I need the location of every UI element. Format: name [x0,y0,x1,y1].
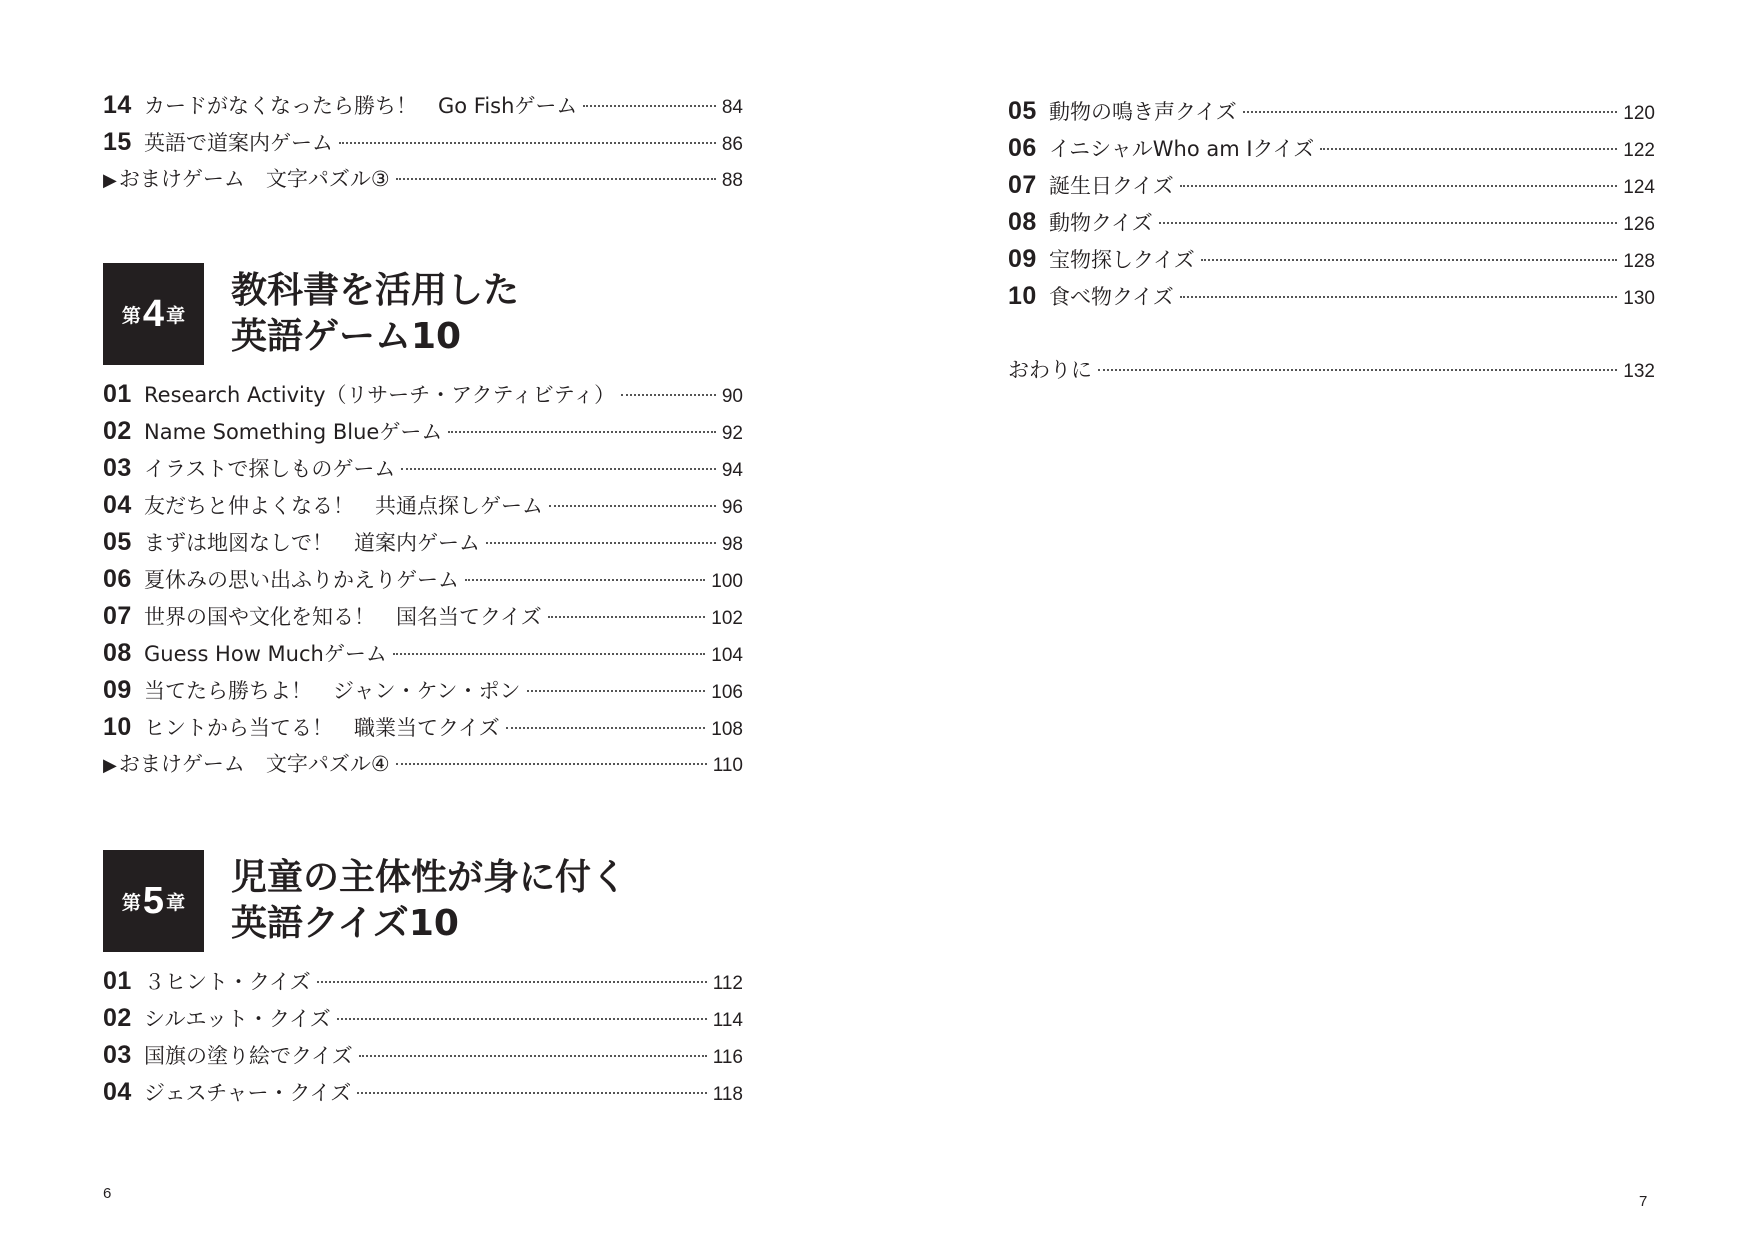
dot-leader [396,763,707,765]
toc-list-chapter5-continued [1008,93,1655,315]
toc-list-chapter4 [103,376,743,783]
entry-title: 動物クイズ [1049,211,1153,235]
dot-leader [549,505,716,507]
entry-title: Guess How Muchゲーム [144,642,387,666]
dot-leader [401,468,715,470]
toc-entry[interactable] [103,635,743,672]
toc-entry[interactable] [1008,241,1655,278]
entry-number: 14 [103,91,132,119]
entry-page: 128 [1623,251,1655,272]
dot-leader [506,727,706,729]
toc-entry[interactable] [1008,167,1655,204]
dot-leader [339,142,716,144]
entry-number: 02 [103,417,132,445]
dot-leader [357,1092,706,1094]
entry-number: 04 [103,1078,132,1106]
chapter-title-line1: 教科書を活用した [231,270,520,311]
entry-title: 友だちと仲よくなる！ 共通点探しゲーム [144,494,543,518]
entry-number: 08 [1008,208,1037,236]
entry-title: 当てたら勝ちよ！ ジャン・ケン・ポン [144,679,521,703]
dot-leader [1243,111,1618,113]
chapter-prefix: 第 [121,304,141,327]
entry-title: おまけゲーム 文字パズル③ [118,167,390,191]
entry-number: 05 [103,528,132,556]
toc-entry[interactable] [103,524,743,561]
dot-leader [465,579,705,581]
entry-page: 84 [721,97,743,118]
dot-leader [548,616,706,618]
chapter-title-line2: 英語ゲーム10 [231,316,462,357]
toc-entry[interactable] [103,709,743,746]
chapter-suffix: 章 [166,304,186,327]
toc-entry[interactable] [103,598,743,635]
entry-title: カードがなくなったら勝ち！ Go Fishゲーム [144,94,578,118]
entry-number: 09 [1008,245,1037,273]
entry-page: 108 [711,719,743,740]
toc-entry[interactable] [103,376,743,413]
toc-entry[interactable] [1008,93,1655,130]
entry-page: 122 [1623,140,1655,161]
toc-entry[interactable] [103,450,743,487]
toc-entry[interactable] [103,1074,743,1111]
entry-number: 04 [103,491,132,519]
entry-title: おわりに [1008,358,1092,382]
entry-title: 動物の鳴き声クイズ [1049,100,1237,124]
chapter-title-line2: 英語クイズ10 [231,903,459,944]
dot-leader [1320,148,1617,150]
chapter-title [231,855,627,947]
chapter-label-box [103,263,204,365]
entry-title: ヒントから当てる！ 職業当てクイズ [144,716,500,740]
toc-list-chapter3-continued [103,87,743,198]
entry-number: 06 [103,565,132,593]
dot-leader [448,431,716,433]
entry-page: 126 [1623,214,1655,235]
entry-page: 116 [712,1047,743,1068]
dot-leader [393,653,705,655]
entry-page: 124 [1623,177,1655,198]
dot-leader [583,105,715,107]
entry-number: 10 [103,713,132,741]
toc-entry-bonus[interactable] [103,161,743,198]
toc-entry[interactable] [103,87,743,124]
dot-leader [1180,185,1618,187]
toc-entry[interactable] [1008,204,1655,241]
dot-leader [1159,222,1618,224]
page-number-right: 7 [1639,1193,1648,1210]
entry-number: 06 [1008,134,1037,162]
toc-entry[interactable] [103,561,743,598]
entry-title: 誕生日クイズ [1049,174,1174,198]
dot-leader [337,1018,707,1020]
entry-title: 世界の国や文化を知る！ 国名当てクイズ [144,605,542,629]
entry-page: 120 [1623,103,1655,124]
dot-leader [396,178,716,180]
chapter-number: 5 [142,879,165,922]
entry-number: 03 [103,1041,132,1069]
entry-title: 国旗の塗り絵でクイズ [144,1044,353,1068]
dot-leader [317,981,707,983]
triangle-bullet-icon: ▶ [103,755,117,776]
entry-page: 112 [712,973,743,994]
page-number-left: 6 [103,1185,112,1202]
toc-entry[interactable] [103,672,743,709]
entry-title: シルエット・クイズ [144,1007,331,1031]
entry-title: 宝物探しクイズ [1049,248,1195,272]
chapter-number: 4 [142,292,165,335]
dot-leader [527,690,706,692]
toc-list-afterword [1008,352,1655,389]
entry-title: まずは地図なしで！ 道案内ゲーム [144,531,480,555]
entry-title: 夏休みの思い出ふりかえりゲーム [144,568,459,592]
chapter-title-line1: 児童の主体性が身に付く [231,857,628,898]
entry-page: 92 [721,423,743,444]
toc-entry-bonus[interactable] [103,746,743,783]
dot-leader [486,542,716,544]
chapter-prefix: 第 [121,891,141,914]
entry-number: 01 [103,380,132,408]
entry-title: おまけゲーム 文字パズル④ [118,752,390,776]
entry-page: 106 [711,682,743,703]
entry-page: 90 [721,386,743,407]
entry-page: 88 [721,170,743,191]
entry-title: Name Something Blueゲーム [144,420,443,444]
toc-entry[interactable] [103,1000,743,1037]
dot-leader [1098,369,1617,371]
chapter-label-box [103,850,204,952]
entry-page: 130 [1623,288,1655,309]
entry-title: Research Activity（リサーチ・アクティビティ） [144,383,616,407]
toc-entry[interactable] [1008,130,1655,167]
chapter-5-heading [103,850,627,952]
toc-list-chapter5 [103,963,743,1111]
entry-page: 102 [711,608,743,629]
chapter-4-heading [103,263,519,365]
dot-leader [359,1055,707,1057]
entry-title: イラストで探しものゲーム [144,457,396,481]
toc-entry[interactable] [103,1037,743,1074]
entry-number: 01 [103,967,132,995]
toc-entry[interactable] [103,963,743,1000]
dot-leader [1180,296,1618,298]
entry-number: 09 [103,676,132,704]
toc-entry[interactable] [103,413,743,450]
entry-page: 114 [712,1010,743,1031]
entry-number: 05 [1008,97,1037,125]
toc-entry[interactable] [103,124,743,161]
entry-page: 118 [712,1084,743,1105]
entry-number: 15 [103,128,132,156]
entry-number: 10 [1008,282,1037,310]
toc-entry[interactable] [1008,278,1655,315]
toc-entry-afterword[interactable] [1008,352,1655,389]
dot-leader [621,394,716,396]
toc-entry[interactable] [103,487,743,524]
entry-page: 100 [711,571,743,592]
entry-page: 94 [721,460,743,481]
dot-leader [1201,259,1618,261]
entry-page: 86 [721,134,743,155]
entry-title: 英語で道案内ゲーム [144,131,333,155]
entry-title: ジェスチャー・クイズ [144,1081,352,1105]
entry-page: 132 [1623,361,1655,382]
entry-number: 07 [103,602,132,630]
entry-number: 08 [103,639,132,667]
right-page [876,0,1752,1241]
entry-page: 104 [711,645,743,666]
entry-number: 03 [103,454,132,482]
entry-number: 07 [1008,171,1037,199]
chapter-title [231,268,519,360]
chapter-suffix: 章 [166,891,186,914]
entry-number: 02 [103,1004,132,1032]
entry-title: イニシャルWho am Iクイズ [1049,137,1315,161]
triangle-bullet-icon: ▶ [103,170,117,191]
entry-page: 110 [712,755,743,776]
entry-title: 食べ物クイズ [1049,285,1174,309]
entry-title: ３ヒント・クイズ [144,970,311,994]
entry-page: 96 [721,497,743,518]
entry-page: 98 [721,534,743,555]
